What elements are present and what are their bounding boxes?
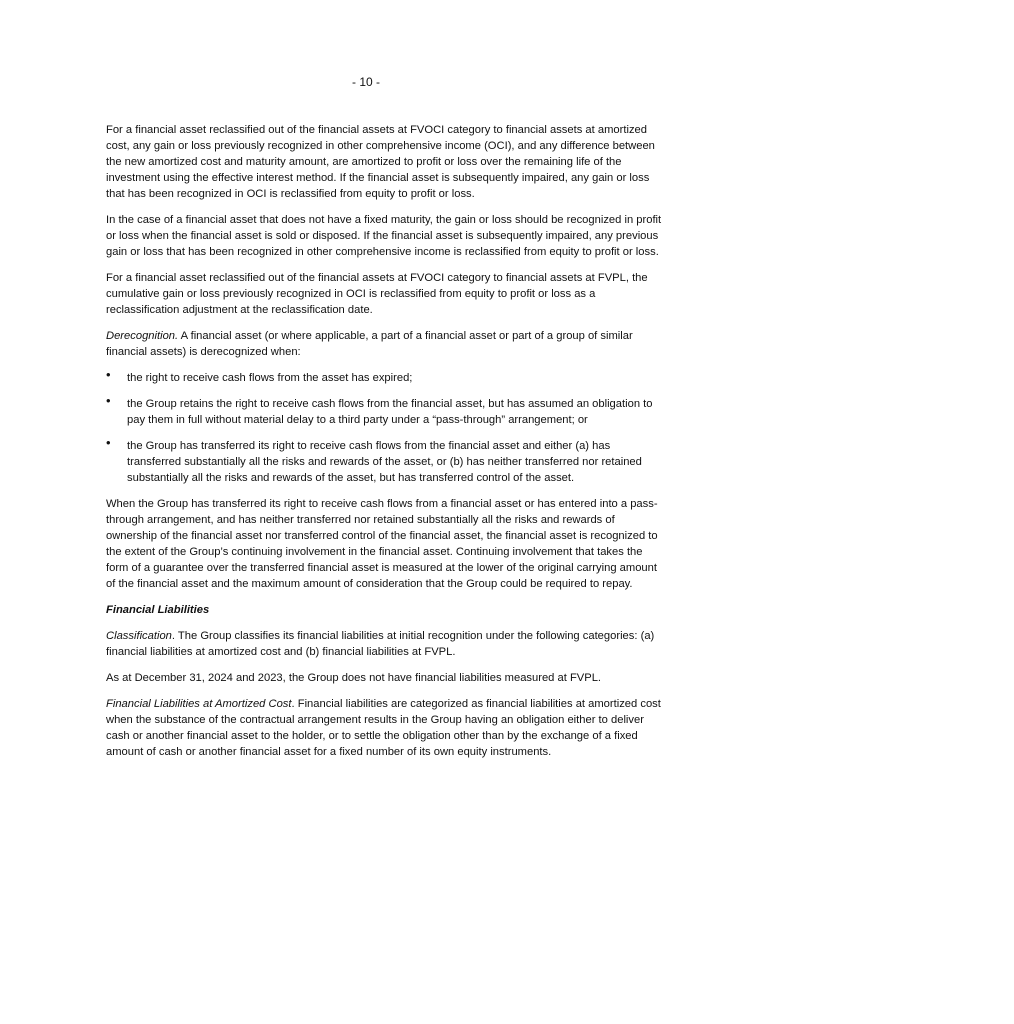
page-number: - 10 - <box>351 75 380 89</box>
paragraph-continuing-involvement: When the Group has transferred its right to receive cash flows from a financial asset or has entered into a pass-through arrangement, and has neither transferred nor retained substantially all the risks and rewards of ownership of the financial asset nor transferred control of the financial asset, the financial asset is recognized to the extent of the Group’s continuing involvement in the financial asset. Continuing involvement that takes the form of a guarantee over the transferred financial asset is measured at the lower of the original carrying amount of the financial asset and the maximum amount of consideration that the Group could be required to repay. <box>106 498 658 590</box>
derecognition-conditions-list <box>106 367 666 486</box>
amortized-cost-lead: Financial Liabilities at Amortized Cost <box>106 698 292 710</box>
list-item <box>106 367 666 386</box>
list-item-text: the Group retains the right to receive cash flows from the financial asset, but has assumed an obligation to pay them in full without material delay to a third party under a “pass-through” arrangement; or <box>127 398 653 426</box>
paragraph-fvoci-to-amortized-cost: For a financial asset reclassified out of the financial assets at FVOCI category to financial assets at amortized cost, any gain or loss previously recognized in other comprehensive income (OCI), and any difference between the new amortized cost and maturity amount, are amortized to profit or loss over the remaining life of the investment using the effective interest method. If the financial asset is subsequently impaired, any gain or loss that has been recognized in OCI is reclassified from equity to profit or loss. <box>106 124 655 200</box>
paragraph-no-fvpl-liabilities: As at December 31, 2024 and 2023, the Group does not have financial liabilities measured at FVPL. <box>106 672 602 684</box>
list-item <box>106 435 666 486</box>
bullet-icon: • <box>106 367 111 382</box>
derecognition-text: A financial asset (or where applicable, a part of a financial asset or part of a group of similar financial assets) is derecognized when: <box>106 330 633 358</box>
bullet-icon: • <box>106 435 111 450</box>
derecognition-lead: Derecognition. <box>106 330 179 342</box>
paragraph-fvoci-to-fvpl: For a financial asset reclassified out of the financial assets at FVOCI category to financial assets at FVPL, the cumulative gain or loss previously recognized in OCI is reclassified from equity to profit or loss as a reclassification adjustment at the reclassification date. <box>106 272 648 316</box>
paragraph-derecognition <box>106 328 666 360</box>
amortized-cost-text: . Financial liabilities are categorized as financial liabilities at amortized cost when the substance of the contractual arrangement results in the Group having an obligation either to deliver cash or another financial asset to the holder, or to settle the obligation other than by the exchange of a fixed amount of cash or another financial asset for a fixed number of its own equity instruments. <box>106 698 661 758</box>
paragraph-classification <box>106 628 666 660</box>
list-item-text: the Group has transferred its right to receive cash flows from the financial asset and either (a) has transferred substantially all the risks and rewards of the asset, or (b) has neither transferred nor retained substantially all the risks and rewards of the asset, but has transferred control of the asset. <box>127 440 642 484</box>
classification-text: . The Group classifies its financial liabilities at initial recognition under the following categories: (a) financial liabilities at amortized cost and (b) financial liabilities at FVPL. <box>106 630 655 658</box>
paragraph-amortized-cost-liabilities <box>106 696 666 760</box>
paragraph-no-fixed-maturity: In the case of a financial asset that does not have a fixed maturity, the gain or loss should be recognized in profit or loss when the financial asset is sold or disposed. If the financial asset is subsequently impaired, any previous gain or loss that has been recognized in other comprehensive income is reclassified from equity to profit or loss. <box>106 214 662 258</box>
list-item <box>106 393 666 428</box>
bullet-icon: • <box>106 393 111 408</box>
list-item-text: the right to receive cash flows from the asset has expired; <box>127 372 413 384</box>
classification-lead: Classification <box>106 630 172 642</box>
page-content <box>106 122 666 770</box>
section-heading-financial-liabilities: Financial Liabilities <box>106 604 210 616</box>
